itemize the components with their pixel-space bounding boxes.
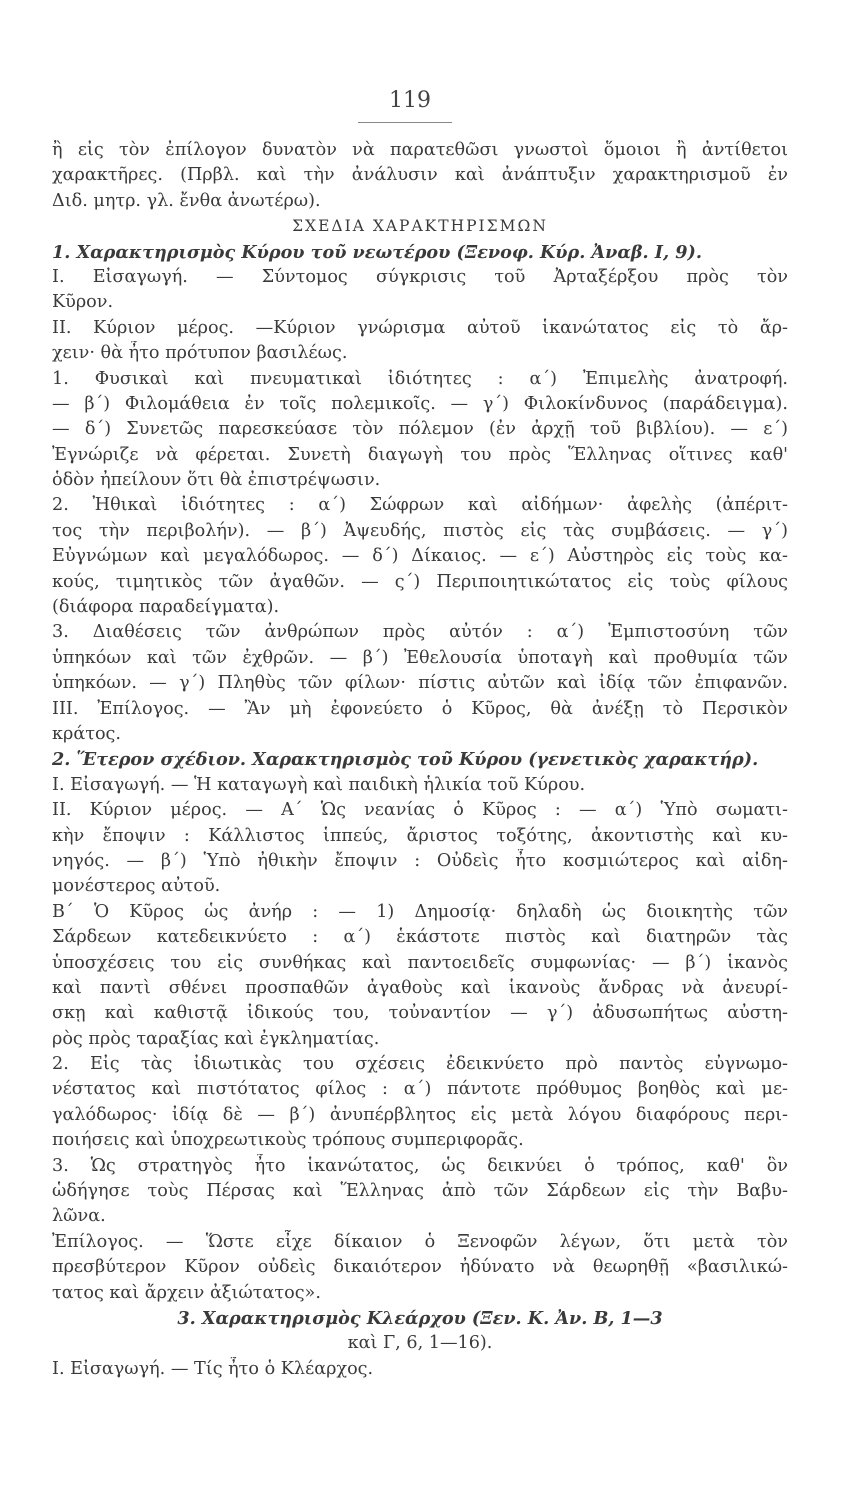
text-line: χειν· θὰ ἦτο πρότυπον βασιλέως. <box>52 343 348 364</box>
text-line: λῶνα. <box>52 1206 106 1227</box>
text-line: κράτος. <box>52 723 121 744</box>
text-line: καὶ Γ, 6, 1—16). <box>347 1333 493 1354</box>
text-line: χαρακτῆρες. (Πρβλ. καὶ τὴν ἀνάλυσιν καὶ ἀνάπτυξιν χαρακτηρισμοῦ ἐν <box>52 165 788 186</box>
text-line: ὑπηκόων. — γ΄) Πληθὺς τῶν φίλων· πίστις αὐτῶν καὶ ἰδίᾳ τῶν ἐπιφανῶν. <box>52 673 788 694</box>
text-line: (διάφορα παραδείγματα). <box>52 597 280 618</box>
text-line: 3. Χαρακτηρισμὸς Κλεάρχου (Ξεν. Κ. Ἀν. Β, 1—3 <box>177 1307 663 1329</box>
text-line: ὑπηκόων καὶ τῶν ἐχθρῶν. — β΄) Ἐθελουσία ὑποταγὴ καὶ προθυμία τῶν <box>52 647 788 668</box>
text-line: ἢ εἰς τὸν ἐπίλογον δυνατὸν νὰ παρατεθῶσι γνωστοὶ ὅμοιοι ἢ ἀντίθετοι <box>52 140 788 160</box>
text-line: Ἐγνώριζε νὰ φέρεται. Συνετὴ διαγωγὴ του πρὸς Ἕλληνας οἵτινες καθ' <box>52 444 788 465</box>
text-line: Ι. Εἰσαγωγή. — Ἡ καταγωγὴ καὶ παιδικὴ ἡλικία τοῦ Κύρου. <box>52 774 586 795</box>
text-line: Εὐγνώμων καὶ μεγαλόδωρος. — δ΄) Δίκαιος. — ε΄) Αὐστηρὸς εἰς τοὺς κα- <box>52 546 788 567</box>
text-line: ρὸς πρὸς ταραξίας καὶ ἐγκληματίας. <box>52 1028 380 1049</box>
text-line: ΙΙ. Κύριον μέρος. —Κύριον γνώρισμα αὐτοῦ ἱκανώτατος εἰς τὸ ἄρ- <box>52 317 788 338</box>
text-line: ὁδὸν ἠπείλουν ὅτι θὰ ἐπιστρέψωσιν. <box>52 470 381 491</box>
text-line: πρεσβύτερον Κῦρον οὐδεὶς δικαιότερον ἠδύνατο νὰ θεωρηθῇ «βασιλικώ- <box>52 1257 788 1278</box>
text-line: 2. Εἰς τὰς ἰδιωτικὰς του σχέσεις ἐδεικνύετο πρὸ παντὸς εὐγνωμο- <box>52 1054 788 1075</box>
text-line: 3. Ὡς στρατηγὸς ἦτο ἱκανώτατος, ὡς δεικνύει ὁ τρόπος, καθ' ὃν <box>52 1155 788 1176</box>
text-line: Ι. Εἰσαγωγή. — Τίς ἦτο ὁ Κλέαρχος. <box>52 1358 374 1379</box>
text-line: σκῃ καὶ καθιστᾷ ἰδικούς του, τοὐναντίον — γ΄) ἀδυσωπήτως αὐστη- <box>52 1003 788 1024</box>
text-line: καὶ παντὶ σθένει προσπαθῶν ἀγαθοὺς καὶ ἱκανοὺς ἄνδρας νὰ ἀνευρί- <box>52 977 788 998</box>
text-line: Β΄ Ὁ Κῦρος ὡς ἀνήρ : — 1) Δημοσίᾳ· δηλαδὴ ὡς διοικητὴς τῶν <box>52 901 788 922</box>
text-line: 2. Ἕτερον σχέδιον. Χαρακτηρισμὸς τοῦ Κύρου (γενετικὸς χαρακτήρ). <box>52 749 759 771</box>
text-line: 1. Χαρακτηρισμὸς Κύρου τοῦ νεωτέρου (Ξενοφ. Κύρ. Ἀναβ. Ι, 9). <box>52 241 702 263</box>
text-line: ὡδήγησε τοὺς Πέρσας καὶ Ἕλληνας ἀπὸ τῶν Σάρδεων εἰς τὴν Βαβυ- <box>52 1181 788 1202</box>
text-line: κὴν ἔποψιν : Κάλλιστος ἱππεύς, ἄριστος τοξότης, ἀκοντιστὴς καὶ κυ- <box>52 825 788 846</box>
text-line: ΙΙΙ. Ἐπίλογος. — Ἂν μὴ ἐφονεύετο ὁ Κῦρος, θὰ ἀνέξῃ τὸ Περσικὸν <box>52 698 788 719</box>
text-line: κούς, τιμητικὸς τῶν ἀγαθῶν. — ς΄) Περιποιητικώτατος εἰς τοὺς φίλους <box>52 571 788 592</box>
text-line: μονέστερος αὐτοῦ. <box>52 876 221 897</box>
text-line: ΙΙ. Κύριον μέρος. — Α΄ Ὡς νεανίας ὁ Κῦρος : — α΄) Ὑπὸ σωματι- <box>52 800 788 821</box>
text-line: ΣΧΕΔΙΑ ΧΑΡΑΚΤΗΡΙΣΜΩΝ <box>292 217 548 236</box>
text-line: 3. Διαθέσεις τῶν ἀνθρώπων πρὸς αὐτόν : α΄) Ἐμπιστοσύνη τῶν <box>52 622 788 643</box>
page-number-rule <box>358 122 452 123</box>
text-line: τος τὴν περιβολήν). — β΄) Ἀψευδής, πιστὸς εἰς τὰς συμβάσεις. — γ΄) <box>52 520 788 541</box>
text-line: ὑποσχέσεις του εἰς συνθήκας καὶ παντοειδεῖς συμφωνίας· — β΄) ἱκανὸς <box>52 952 788 973</box>
text-line: 1. Φυσικαὶ καὶ πνευματικαὶ ἰδιότητες : α΄) Ἐπιμελὴς ἀνατροφή. <box>52 368 788 389</box>
text-line: γαλόδωρος· ἰδίᾳ δὲ — β΄) ἀνυπέρβλητος εἰς μετὰ λόγου διαφόρους περι- <box>52 1104 788 1125</box>
text-line: ποιήσεις καὶ ὑποχρεωτικοὺς τρόπους συμπεριφορᾶς. <box>52 1130 524 1151</box>
text-line: Διδ. μητρ. γλ. ἔνθα ἀνωτέρω). <box>52 190 321 211</box>
text-line: Κῦρον. <box>52 292 114 313</box>
text-line: — β΄) Φιλομάθεια ἐν τοῖς πολεμικοῖς. — γ΄) Φιλοκίνδυνος (παράδειγμα). <box>52 393 788 414</box>
text-line: Ἐπίλογος. — Ὥστε εἶχε δίκαιον ὁ Ξενοφῶν λέγων, ὅτι μετὰ τὸν <box>52 1231 788 1252</box>
text-line: τατος καὶ ἄρχειν ἀξιώτατος». <box>52 1282 321 1303</box>
page-text <box>52 138 788 1382</box>
text-line: 2. Ἠθικαὶ ἰδιότητες : α΄) Σώφρων καὶ αἰδήμων· ἀφελὴς (ἀπέριτ- <box>52 495 788 516</box>
text-line: — δ΄) Συνετῶς παρεσκεύασε τὸν πόλεμον (ἐν ἀρχῇ τοῦ βιβλίου). — ε΄) <box>52 419 788 440</box>
text-line: Σάρδεων κατεδεικνύετο : α΄) ἑκάστοτε πιστὸς καὶ διατηρῶν τὰς <box>52 927 788 948</box>
text-line: νηγός. — β΄) Ὑπὸ ἠθικὴν ἔποψιν : Οὐδεὶς ἦτο κοσμιώτερος καὶ αἰδη- <box>52 850 788 871</box>
text-line: νέστατος καὶ πιστότατος φίλος : α΄) πάντοτε πρόθυμος βοηθὸς καὶ με- <box>52 1079 788 1100</box>
text-line: Ι. Εἰσαγωγή. — Σύντομος σύγκρισις τοῦ Ἀρταξέρξου πρὸς τὸν <box>52 266 788 287</box>
page-number: 119 <box>389 88 431 113</box>
